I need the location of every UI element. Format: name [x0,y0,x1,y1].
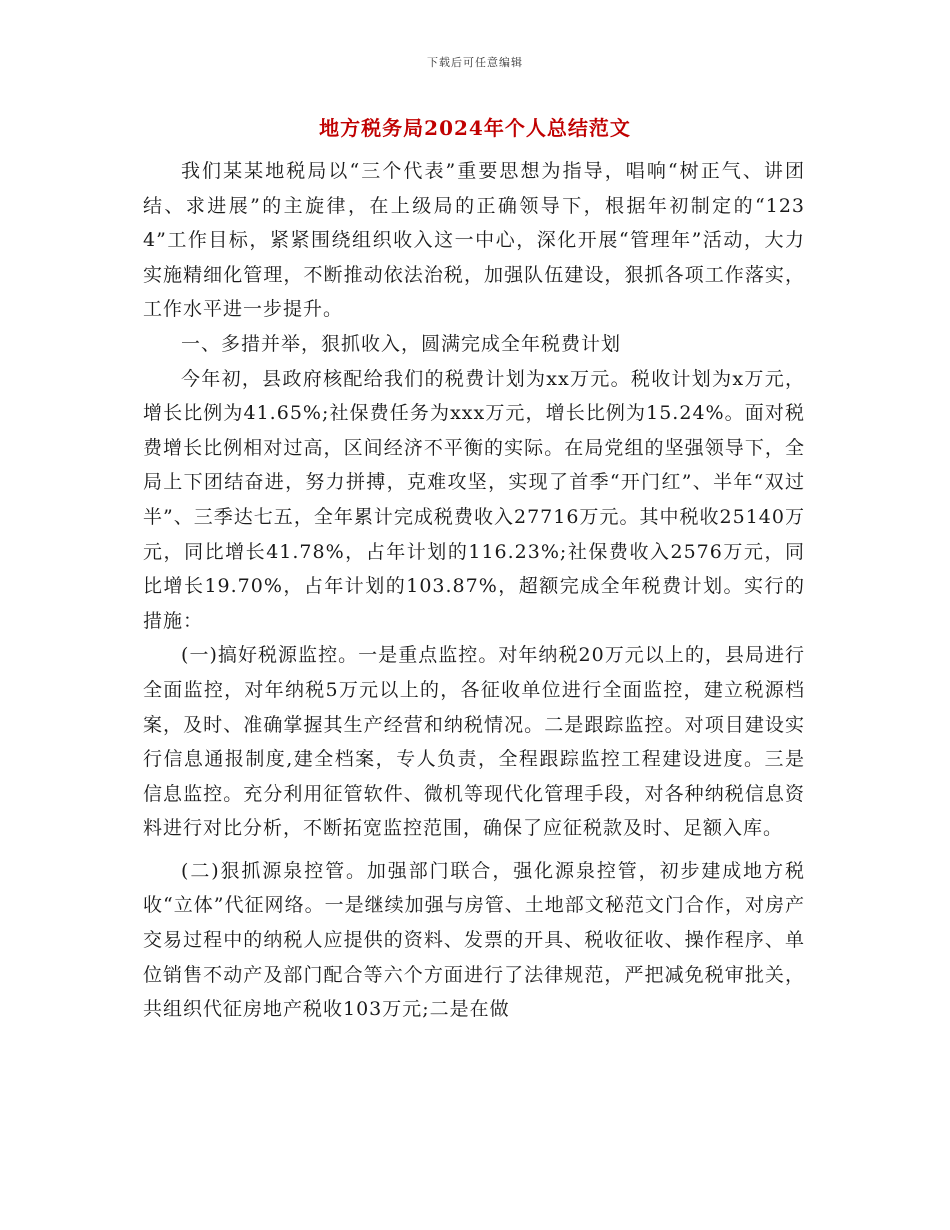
document-body [143,154,805,1027]
paragraph-revenue: 今年初，县政府核配给我们的税费计划为xx万元。税收计划为x万元，增长比例为41.65%;社保费任务为xxx万元，增长比例为15.24%。面对税费增长比例相对过高，区间经济不平衡的实际。在局党组的坚强领导下，全局上下团结奋进，努力拼搏，克难攻坚，实现了首季“开门红”、半年“双过半”、三季达七五，全年累计完成税费收入27716万元。其中税收25140万元，同比增长41.78%，占年计划的116.23%;社保费收入2576万元，同比增长19.70%，占年计划的103.87%，超额完成全年税费计划。实行的措施： [143,367,805,632]
header-note: 下载后可任意编辑 [427,56,523,69]
paragraph-tax-source-monitoring: (一)搞好税源监控。一是重点监控。对年纳税20万元以上的，县局进行全面监控，对年纳税5万元以上的，各征收单位进行全面监控，建立税源档案，及时、准确掌握其生产经营和纳税情况。二是跟踪监控。对项目建设实行信息通报制度,建全档案，专人负责，全程跟踪监控工程建设进度。三是信息监控。充分利用征管软件、微机等现代化管理手段，对各种纳税信息资料进行对比分析，不断拓宽监控范围，确保了应征税款及时、足额入库。 [143,644,805,840]
paragraph-intro: 我们某某地税局以“三个代表”重要思想为指导，唱响“树正气、讲团结、求进展”的主旋律，在上级局的正确领导下，根据年初制定的“1234”工作目标，紧紧围绕组织收入这一中心，深化开展“管理年”活动，大力实施精细化管理，不断推动依法治税，加强队伍建设，狠抓各项工作落实，工作水平进一步提升。 [143,160,805,321]
paragraph-source-control: (二)狠抓源泉控管。加强部门联合，强化源泉控管，初步建成地方税收“立体”代征网络。一是继续加强与房管、土地部文秘范文门合作，对房产交易过程中的纳税人应提供的资料、发票的开具、税收征收、操作程序、单位销售不动产及部门配合等六个方面进行了法律规范，严把减免税审批关，共组织代征房地产税收103万元;二是在做 [143,859,805,1021]
document-title: 地方税务局2024年个人总结范文 [319,116,631,140]
section-heading: 一、多措并举，狠抓收入，圆满完成全年税费计划 [181,332,622,355]
